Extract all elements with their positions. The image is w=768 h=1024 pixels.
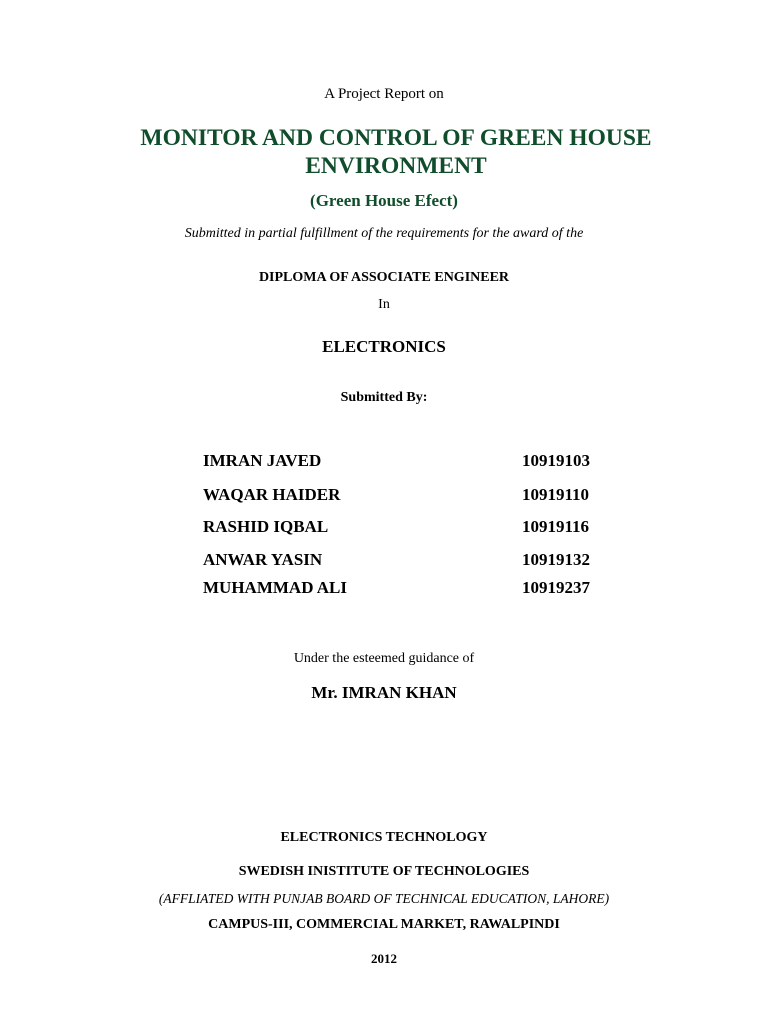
student-roll-number: 10919132 [522, 550, 590, 569]
report-intro: A Project Report on [324, 86, 444, 102]
student-name: ANWAR YASIN [203, 550, 323, 569]
student-roll-number: 10919110 [522, 485, 590, 504]
fulfillment-statement: Submitted in partial fulfillment of the requirements for the award of the [184, 226, 584, 241]
discipline-name: ELECTRONICS [322, 337, 446, 356]
diploma-name: DIPLOMA OF ASSOCIATE ENGINEER [258, 270, 510, 285]
institute-name: SWEDISH INISTITUTE OF TECHNOLOGIES [238, 864, 530, 879]
student-name: IMRAN JAVED [203, 451, 322, 470]
student-roll-number: 10919116 [522, 517, 590, 536]
project-title: MONITOR AND CONTROL OF GREEN HOUSE ENVIRONMENT [140, 125, 652, 179]
guide-name: Mr. IMRAN KHAN [311, 683, 457, 702]
department-name: ELECTRONICS TECHNOLOGY [280, 830, 488, 845]
student-roll-number: 10919237 [522, 578, 590, 597]
student-name: RASHID IQBAL [203, 517, 329, 536]
campus-address: CAMPUS-III, COMMERCIAL MARKET, RAWALPINDI [208, 917, 560, 932]
student-name: MUHAMMAD ALI [203, 578, 348, 597]
in-connector: In [378, 297, 390, 312]
student-roll-number: 10919103 [522, 451, 590, 470]
project-subtitle: (Green House Efect) [310, 191, 458, 210]
affiliation-statement: (AFFLIATED WITH PUNJAB BOARD OF TECHNICAL EDUCATION, LAHORE) [158, 891, 610, 906]
student-name: WAQAR HAIDER [203, 485, 341, 504]
submitted-by-label: Submitted By: [340, 390, 428, 405]
guidance-label: Under the esteemed guidance of [293, 651, 475, 666]
report-year: 2012 [371, 951, 397, 966]
